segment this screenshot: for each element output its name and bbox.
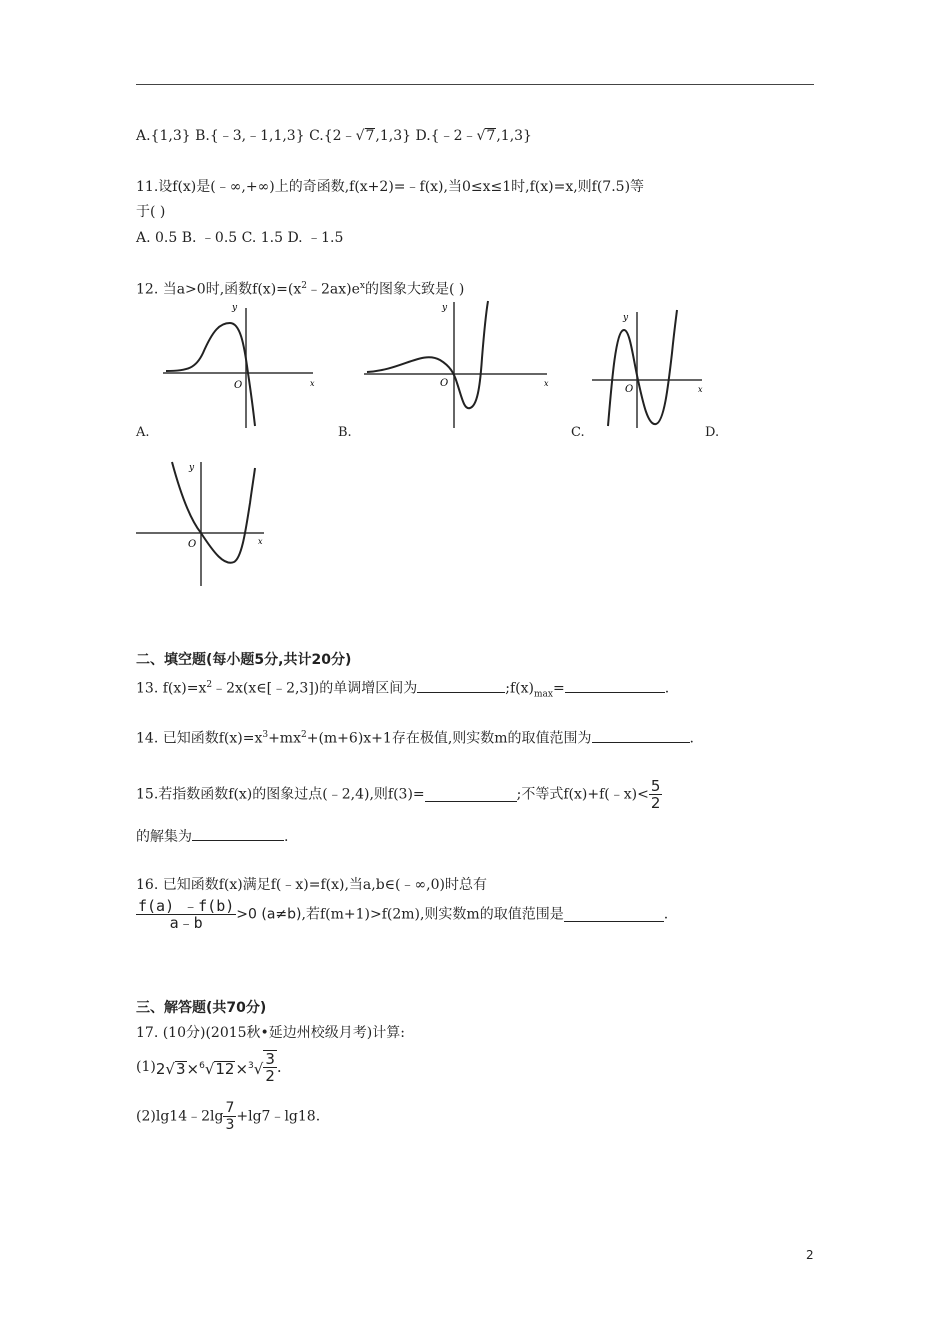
graph-d-origin: O — [188, 539, 197, 550]
q15-fraction: $\frac{5}{2}$ — [650, 777, 661, 812]
q12-question: 12. 当a>0时,函数$f(x)=(x^2﹣2ax)e^x$的图象大致是( ) — [136, 281, 465, 298]
graph-a-label: A. — [136, 425, 150, 440]
page-number: 2 — [806, 1248, 814, 1262]
q10-option-b: B.{﹣3,﹣1,1,3} — [195, 128, 305, 144]
q15-line2: 的解集为 . — [136, 826, 288, 846]
q14: 14. 已知函数$f(x)=x^3+mx^2+(m+6)x+1$存在极值,则实数m的取值范围为 . — [136, 726, 694, 748]
q17-part1: (1)2√3×$^6$√12×$^3$√ $\frac{3}{2}$ . — [136, 1050, 282, 1085]
q10-option-a: A.{1,3} — [136, 128, 191, 144]
graph-c-label: C. — [571, 425, 585, 440]
q17-part2-fraction: $\frac{7}{3}$ — [225, 1100, 235, 1133]
q11-options: A. 0.5 B. ﹣0.5 C. 1.5 D. ﹣1.5 — [136, 230, 344, 246]
graph-c-x-label: x — [698, 385, 703, 394]
q16-blank[interactable] — [564, 907, 664, 922]
graph-b-y-label: y — [442, 303, 448, 313]
graph-a — [158, 298, 323, 433]
q16-line1: 16. 已知函数f(x)满足f(﹣x)=f(x),当a,b∈(﹣∞,0)时总有 — [136, 877, 487, 893]
q17-part1-fraction: $\frac{3}{2}$ — [265, 1050, 275, 1085]
q17-part2: (2)lg14﹣2lg $\frac{7}{3}$ +lg7﹣lg18. — [136, 1100, 321, 1133]
section3-heading: 三、解答题(共70分) — [136, 1000, 267, 1016]
q11-line1: 11.设f(x)是(﹣∞,+∞)上的奇函数,f(x+2)=﹣f(x),当0≤x≤1时,f(x)=x,则f(7.5)等 — [136, 179, 645, 195]
q15-blank-2[interactable] — [192, 826, 284, 841]
graph-c — [590, 308, 710, 433]
q13-blank-1[interactable] — [417, 678, 505, 693]
q10-option-d: D.{﹣2﹣√7,1,3} — [415, 128, 532, 144]
graph-b — [362, 298, 557, 433]
q15-line1: 15.若指数函数f(x)的图象过点(﹣2,4),则f(3)= ;不等式f(x)+f(﹣x)< $\frac{5}{2}$ — [136, 777, 661, 812]
graph-a-y-label: y — [232, 303, 238, 313]
header-rule — [136, 84, 814, 85]
graph-a-origin: O — [234, 380, 243, 391]
graph-d-x-label: x — [258, 537, 263, 546]
q16-line2: $\frac{f(a) ﹣f(b)}{a﹣b}$ >0 (a≠b),若f(m+1)>f(2m),则实数m的取值范围是 . — [138, 897, 669, 932]
graph-d-label: D. — [705, 425, 720, 440]
q10-options — [136, 127, 532, 145]
q15-blank-1[interactable] — [425, 787, 517, 802]
q17-title: 17. (10分)(2015秋•延边州校级月考)计算: — [136, 1025, 405, 1041]
section2-heading: 二、填空题(每小题5分,共计20分) — [136, 652, 352, 668]
q13-blank-2[interactable] — [565, 678, 665, 693]
q13: 13. $f(x)=x^2﹣2x(x\in[﹣2,3])$的单调增区间为 $;f(x)_{max}=$ . — [136, 676, 669, 703]
q11-line2: 于( ) — [136, 204, 166, 220]
graph-b-origin: O — [440, 378, 449, 389]
graph-c-origin: O — [625, 384, 634, 395]
q14-blank[interactable] — [592, 728, 690, 743]
graph-c-y-label: y — [623, 313, 629, 323]
graph-a-x-label: x — [310, 379, 315, 388]
graph-b-x-label: x — [544, 379, 549, 388]
graph-b-label: B. — [338, 425, 352, 440]
graph-d-y-label: y — [189, 463, 195, 473]
q10-option-c: C.{2﹣√7,1,3} — [309, 128, 412, 144]
graph-d — [134, 458, 274, 588]
q16-fraction: $\frac{f(a) ﹣f(b)}{a﹣b}$ — [138, 897, 235, 932]
